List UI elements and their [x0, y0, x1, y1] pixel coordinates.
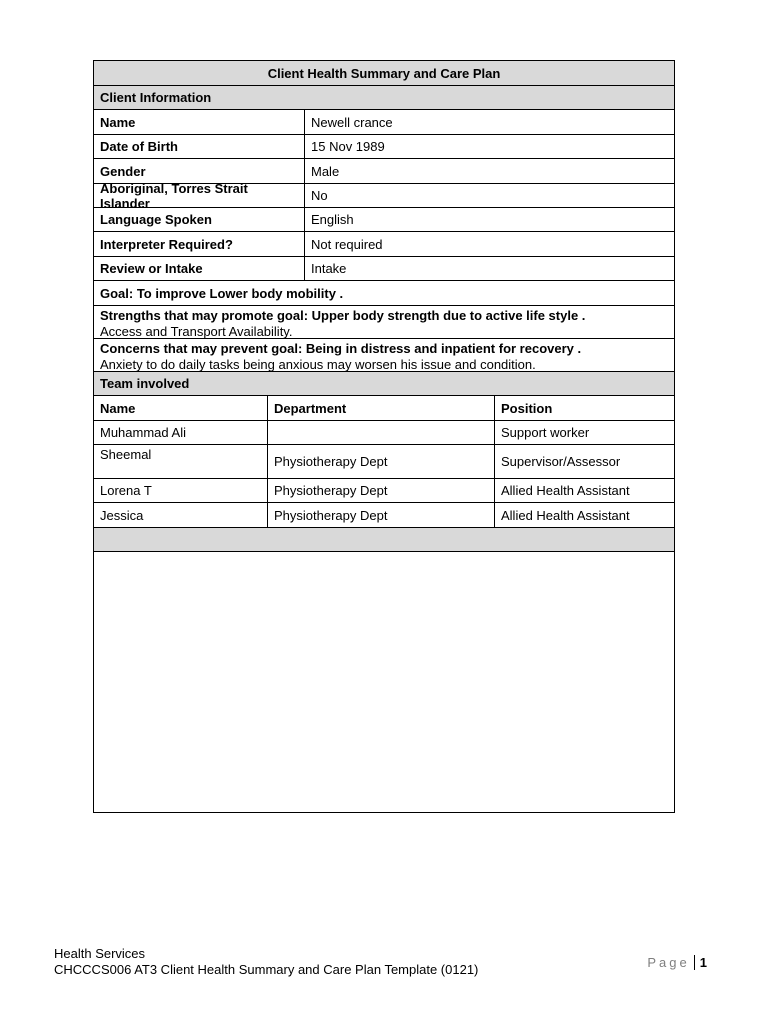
footer-org: Health Services [54, 946, 146, 961]
concerns-heading: Concerns that may prevent goal: Being in distress and inpatient for recovery . [100, 341, 582, 356]
team-member-department: Physiotherapy Dept [267, 445, 494, 478]
client-field-row [94, 180, 674, 211]
team-member-position: Supervisor/Assessor [494, 445, 674, 478]
team-member-position: Allied Health Assistant [494, 503, 674, 527]
field-value-name: Newell crance [304, 110, 674, 134]
client-field-row [94, 110, 674, 135]
strengths-row [94, 306, 674, 339]
team-member-name: Lorena T [100, 483, 152, 498]
strengths-detail: Access and Transport Availability. [100, 324, 293, 339]
form-title-row [94, 61, 674, 86]
field-value-review: Intake [304, 257, 674, 280]
strengths-heading: Strengths that may promote goal: Upper body strength due to active life style . [100, 308, 586, 323]
field-label-gender: Gender [100, 163, 146, 179]
field-label-language: Language Spoken [100, 212, 212, 227]
client-info-heading: Client Information [100, 90, 212, 105]
table-row [94, 421, 674, 445]
page-label: Page [647, 955, 690, 970]
footer-left [54, 946, 478, 978]
team-member-name: Sheemal [100, 447, 152, 462]
table-row [94, 503, 674, 528]
form-title: Client Health Summary and Care Plan [267, 65, 501, 81]
team-member-department [267, 421, 494, 444]
client-field-row [94, 208, 674, 232]
field-value-gender: Male [304, 159, 674, 183]
team-member-name: Jessica [100, 507, 144, 523]
field-label-aboriginal: Aboriginal, Torres Strait Islander [100, 180, 248, 211]
blank-shaded-row [94, 528, 674, 552]
table-row [94, 479, 674, 503]
client-field-row [94, 135, 674, 159]
client-field-row [94, 232, 674, 257]
field-label-review: Review or Intake [100, 261, 203, 276]
field-value-aboriginal: No [304, 184, 674, 207]
team-member-position: Support worker [494, 421, 674, 444]
concerns-row [94, 339, 674, 372]
page-number: 1 [699, 955, 707, 970]
goal-text: Goal: To improve Lower body mobility . [100, 285, 344, 301]
field-value-dob: 15 Nov 1989 [304, 135, 674, 158]
field-value-language: English [304, 208, 674, 231]
field-value-interpreter: Not required [304, 232, 674, 256]
team-heading-row [94, 372, 674, 396]
strengths-cell [94, 306, 674, 338]
team-col-name: Name [100, 400, 136, 416]
page-indicator [647, 955, 707, 970]
team-col-department: Department [267, 396, 494, 420]
team-member-name: Muhammad Ali [100, 425, 186, 440]
care-plan-form [93, 60, 675, 813]
field-label-dob: Date of Birth [100, 139, 178, 154]
field-label-name: Name [100, 114, 136, 130]
concerns-cell [94, 339, 674, 371]
client-info-heading-row [94, 86, 674, 110]
team-heading: Team involved [100, 376, 190, 391]
footer-doc-title: CHCCCS006 AT3 Client Health Summary and Care Plan Template (0121) [54, 962, 479, 977]
table-row [94, 445, 674, 479]
notes-area [94, 552, 674, 812]
goal-row [94, 281, 674, 306]
field-label-interpreter: Interpreter Required? [100, 236, 233, 252]
client-field-row [94, 257, 674, 281]
team-member-department: Physiotherapy Dept [267, 503, 494, 527]
team-member-position: Allied Health Assistant [494, 479, 674, 502]
team-header-row [94, 396, 674, 421]
team-member-department: Physiotherapy Dept [267, 479, 494, 502]
concerns-detail: Anxiety to do daily tasks being anxious may worsen his issue and condition. [100, 357, 536, 372]
page-divider [694, 955, 695, 970]
team-col-position: Position [494, 396, 674, 420]
